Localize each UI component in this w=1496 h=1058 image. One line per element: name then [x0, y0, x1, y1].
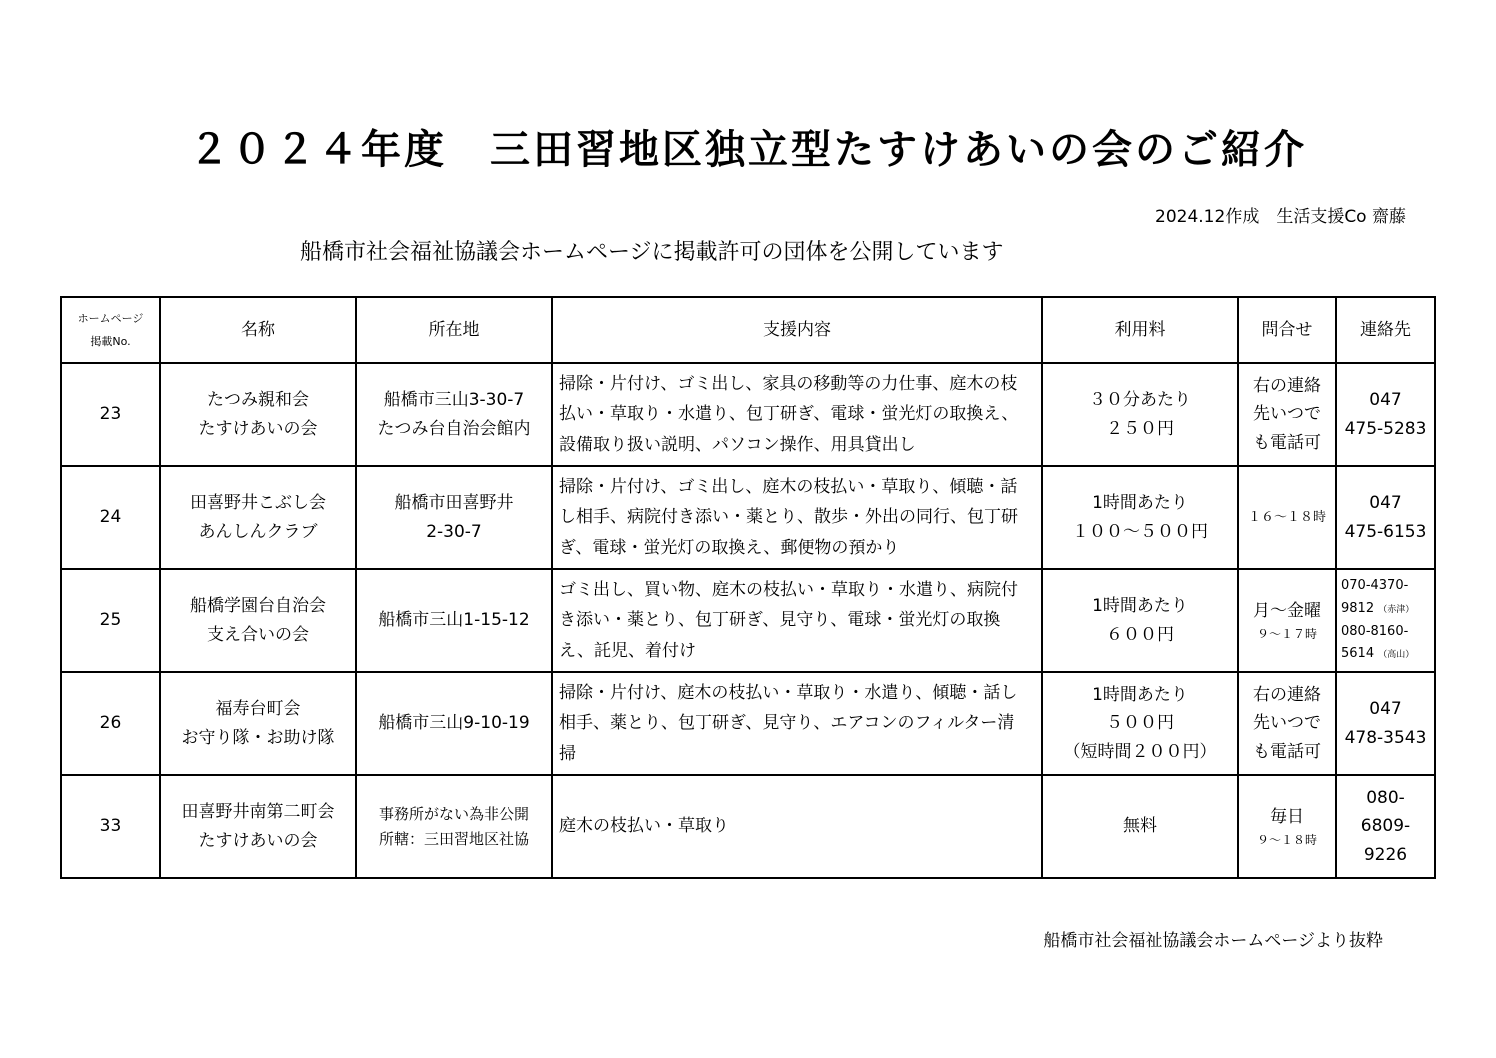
- fee-line: ２５０円: [1106, 418, 1174, 439]
- contact-line: 070-4370-: [1341, 578, 1409, 593]
- row-no: 26: [61, 672, 160, 775]
- support-line: し相手、病院付き添い・薬とり、散歩・外出の同行、包丁研: [559, 507, 1018, 528]
- inquiry-line: も電話可: [1253, 741, 1321, 762]
- row-contact: [1336, 466, 1435, 569]
- row-support: [552, 569, 1042, 672]
- row-inquiry: [1238, 775, 1336, 878]
- inquiry-line: 右の連絡: [1253, 376, 1321, 397]
- fee-line: 1時間あたり: [1092, 685, 1188, 706]
- row-name: [160, 775, 356, 878]
- support-line: き添い・薬とり、包丁研ぎ、見守り、電球・蛍光灯の取換: [559, 610, 1001, 631]
- fee-line: ５００円: [1106, 713, 1174, 734]
- fee-line: （短時間２００円）: [1063, 741, 1217, 762]
- support-line: 庭木の枝払い・草取り: [559, 816, 729, 837]
- support-line: 相手、薬とり、包丁研ぎ、見守り、エアコンのフィルター清: [559, 713, 1015, 734]
- contact-line: 9226: [1363, 844, 1408, 865]
- name-line: あんしんクラブ: [198, 521, 318, 542]
- row-support: [552, 672, 1042, 775]
- fee-line: 1時間あたり: [1092, 596, 1188, 617]
- name-line: たつみ親和会: [207, 390, 309, 411]
- contact-line: 047: [1369, 390, 1402, 411]
- header-no-line2: 掲載No.: [90, 335, 131, 348]
- contact-person-note: （赤津）: [1378, 604, 1415, 615]
- inquiry-line: 月～金曜: [1253, 600, 1321, 621]
- contact-line: [1341, 598, 1432, 621]
- fee-line: ３０分あたり: [1089, 390, 1191, 411]
- row-contact: [1336, 363, 1435, 466]
- name-line: 支え合いの会: [207, 624, 309, 645]
- header-fee: 利用料: [1042, 297, 1238, 363]
- table-row: [61, 466, 1435, 569]
- name-line: たすけあいの会: [198, 830, 318, 851]
- row-address: [356, 363, 552, 466]
- page-footer: 船橋市社会福祉協議会ホームページより抜粋: [1043, 931, 1383, 951]
- header-contact: 連絡先: [1336, 297, 1435, 363]
- row-name: [160, 569, 356, 672]
- inquiry-line: 右の連絡: [1253, 685, 1321, 706]
- header-no: [61, 297, 160, 363]
- support-line: ぎ、電球・蛍光灯の取換え、郵便物の預かり: [559, 537, 900, 558]
- support-line: 設備取り扱い説明、パソコン操作、用具貸出し: [559, 434, 916, 455]
- row-name: [160, 363, 356, 466]
- inquiry-line: 先いつで: [1253, 713, 1321, 734]
- row-no: 24: [61, 466, 160, 569]
- contact-line: 080-8160-: [1341, 623, 1409, 639]
- inquiry-line: も電話可: [1253, 432, 1321, 453]
- support-line: え、託児、着付け: [559, 640, 697, 661]
- row-inquiry: [1238, 672, 1336, 775]
- address-line: 船橋市三山1-15-12: [378, 610, 530, 631]
- inquiry-line: 先いつで: [1253, 404, 1321, 425]
- address-line: 所轄：三田習地区社協: [378, 829, 529, 848]
- contact-number: 5614: [1341, 646, 1375, 662]
- fee-line: ６００円: [1106, 624, 1174, 645]
- row-fee: [1042, 363, 1238, 466]
- row-no: 25: [61, 569, 160, 672]
- address-line: 2-30-7: [426, 521, 482, 542]
- row-fee: [1042, 672, 1238, 775]
- row-no: 33: [61, 775, 160, 878]
- table-row: [61, 775, 1435, 878]
- row-contact: [1336, 672, 1435, 775]
- row-support: [552, 363, 1042, 466]
- header-support: 支援内容: [552, 297, 1042, 363]
- contact-number: 9812: [1341, 600, 1375, 616]
- name-line: 田喜野井こぶし会: [190, 493, 326, 514]
- contact-line: [1341, 643, 1432, 666]
- contact-line: 475-6153: [1344, 521, 1427, 542]
- name-line: 田喜野井南第二町会: [181, 802, 335, 823]
- address-line: 事務所がない為非公開: [378, 804, 529, 823]
- row-address: [356, 466, 552, 569]
- fee-line: 無料: [1123, 816, 1157, 837]
- table-row: [61, 363, 1435, 466]
- row-no: 23: [61, 363, 160, 466]
- contact-line: 475-5283: [1344, 418, 1427, 439]
- row-contact: [1336, 775, 1435, 878]
- row-name: [160, 672, 356, 775]
- row-fee: [1042, 775, 1238, 878]
- address-line: 船橋市三山3-30-7: [383, 390, 525, 411]
- row-address: [356, 569, 552, 672]
- support-line: 払い・草取り・水遣り、包丁研ぎ、電球・蛍光灯の取換え、: [559, 404, 1019, 425]
- support-line: 掃除・片付け、庭木の枝払い・草取り・水遣り、傾聴・話し: [559, 682, 1018, 703]
- table-row: [61, 672, 1435, 775]
- row-support: [552, 466, 1042, 569]
- row-inquiry: [1238, 466, 1336, 569]
- name-line: たすけあいの会: [198, 418, 318, 439]
- header-name: 名称: [160, 297, 356, 363]
- support-line: 掃: [559, 743, 576, 764]
- row-support: [552, 775, 1042, 878]
- name-line: 船橋学園台自治会: [190, 596, 326, 617]
- address-line: 船橋市田喜野井: [394, 493, 514, 514]
- row-fee: [1042, 466, 1238, 569]
- support-line: 掃除・片付け、ゴミ出し、家具の移動等の力仕事、庭木の枝: [559, 373, 1018, 394]
- contact-line: 047: [1369, 493, 1402, 514]
- header-no-line1: ホームページ: [77, 311, 144, 325]
- contact-person-note: （高山）: [1378, 650, 1415, 661]
- page-title: ２０２４年度 三田習地区独立型たすけあいの会のご紹介: [189, 127, 1307, 173]
- page-subtitle: 船橋市社会福祉協議会ホームページに掲載許可の団体を公開しています: [300, 240, 1004, 265]
- contact-line: 478-3543: [1344, 727, 1427, 748]
- row-inquiry: [1238, 363, 1336, 466]
- row-name: [160, 466, 356, 569]
- support-line: 掃除・片付け、ゴミ出し、庭木の枝払い・草取り、傾聴・話: [559, 476, 1018, 497]
- support-line: ゴミ出し、買い物、庭木の枝払い・草取り・水遣り、病院付: [559, 579, 1018, 600]
- contact-line: 080-: [1366, 788, 1405, 809]
- header-inquiry: 問合せ: [1238, 297, 1336, 363]
- credit-line: 2024.12作成 生活支援Co 齋藤: [1155, 207, 1406, 227]
- row-address: [356, 775, 552, 878]
- fee-line: １００～５００円: [1072, 521, 1208, 542]
- row-address: [356, 672, 552, 775]
- row-inquiry: [1238, 569, 1336, 672]
- inquiry-line: 毎日: [1270, 806, 1304, 827]
- table-row: [61, 569, 1435, 672]
- table-header-row: [61, 297, 1435, 363]
- contact-line: 6809-: [1360, 816, 1411, 837]
- contact-line: 047: [1369, 699, 1402, 720]
- inquiry-line: ９～１８時: [1256, 832, 1317, 847]
- groups-table: [60, 296, 1436, 879]
- row-contact: [1336, 569, 1435, 672]
- address-line: 船橋市三山9-10-19: [378, 713, 530, 734]
- inquiry-line: １６～１８時: [1247, 509, 1326, 525]
- inquiry-line: ９～１７時: [1256, 626, 1317, 641]
- name-line: 福寿台町会: [215, 699, 301, 720]
- address-line: たつみ台自治会館内: [377, 418, 531, 439]
- header-address: 所在地: [356, 297, 552, 363]
- name-line: お守り隊・お助け隊: [181, 727, 335, 748]
- fee-line: 1時間あたり: [1092, 493, 1188, 514]
- row-fee: [1042, 569, 1238, 672]
